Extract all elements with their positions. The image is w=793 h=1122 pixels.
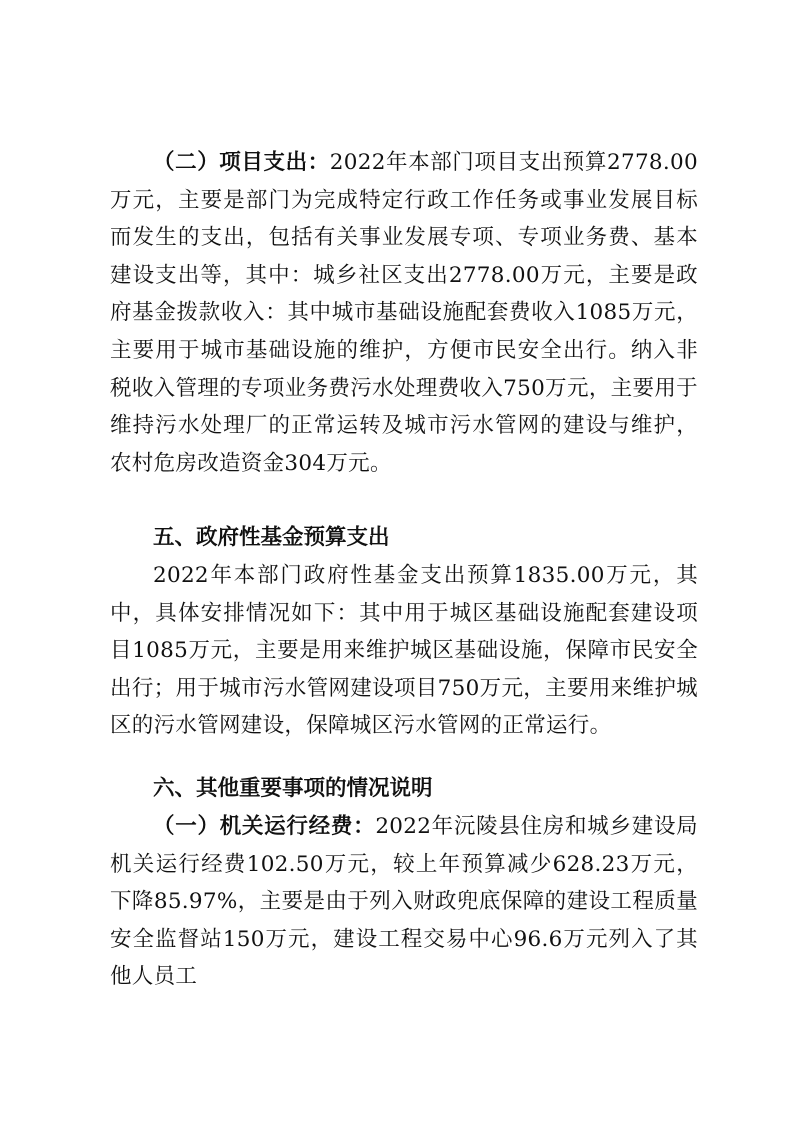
operating-expenses-paragraph <box>110 808 698 996</box>
section-heading-government-fund: 五、政府性基金预算支出 <box>153 525 390 550</box>
project-expenditure-paragraph <box>110 144 698 482</box>
operating-expenses-label: （一）机关运行经费： <box>153 814 376 839</box>
operating-expenses-text: 2022年沅陵县住房和城乡建设局机关运行经费102.50万元，较上年预算减少628.23万元，下降85.97%，主要是由于列入财政兜底保障的建设工程质量安全监督站150万元，建设工程交易中心96.6万元列入了其他人员工 <box>110 814 698 990</box>
government-fund-paragraph: 2022年本部门政府性基金支出预算1835.00万元，其中，具体安排情况如下：其中用于城区基础设施配套建设项目1085万元，主要是用来维护城区基础设施，保障市民安全出行；用于城市污水管网建设项目750万元，主要用来维护城区的污水管网建设，保障城区污水管网的正常运行。 <box>110 563 698 739</box>
project-expenditure-text: 2022年本部门项目支出预算2778.00万元，主要是部门为完成特定行政工作任务或事业发展目标而发生的支出，包括有关事业发展专项、专项业务费、基本建设支出等，其中：城乡社区支出2778.00万元，主要是政府基金拨款收入：其中城市基础设施配套费收入1085万元，主要用于城市基础设施的维护，方便市民安全出行。纳入非税收入管理的专项业务费污水处理费收入750万元，主要用于维持污水处理厂的正常运转及城市污水管网的建设与维护，农村危房改造资金304万元。 <box>110 150 698 476</box>
section-heading-other-matters: 六、其他重要事项的情况说明 <box>153 776 433 801</box>
project-expenditure-label: （二）项目支出： <box>153 150 330 175</box>
